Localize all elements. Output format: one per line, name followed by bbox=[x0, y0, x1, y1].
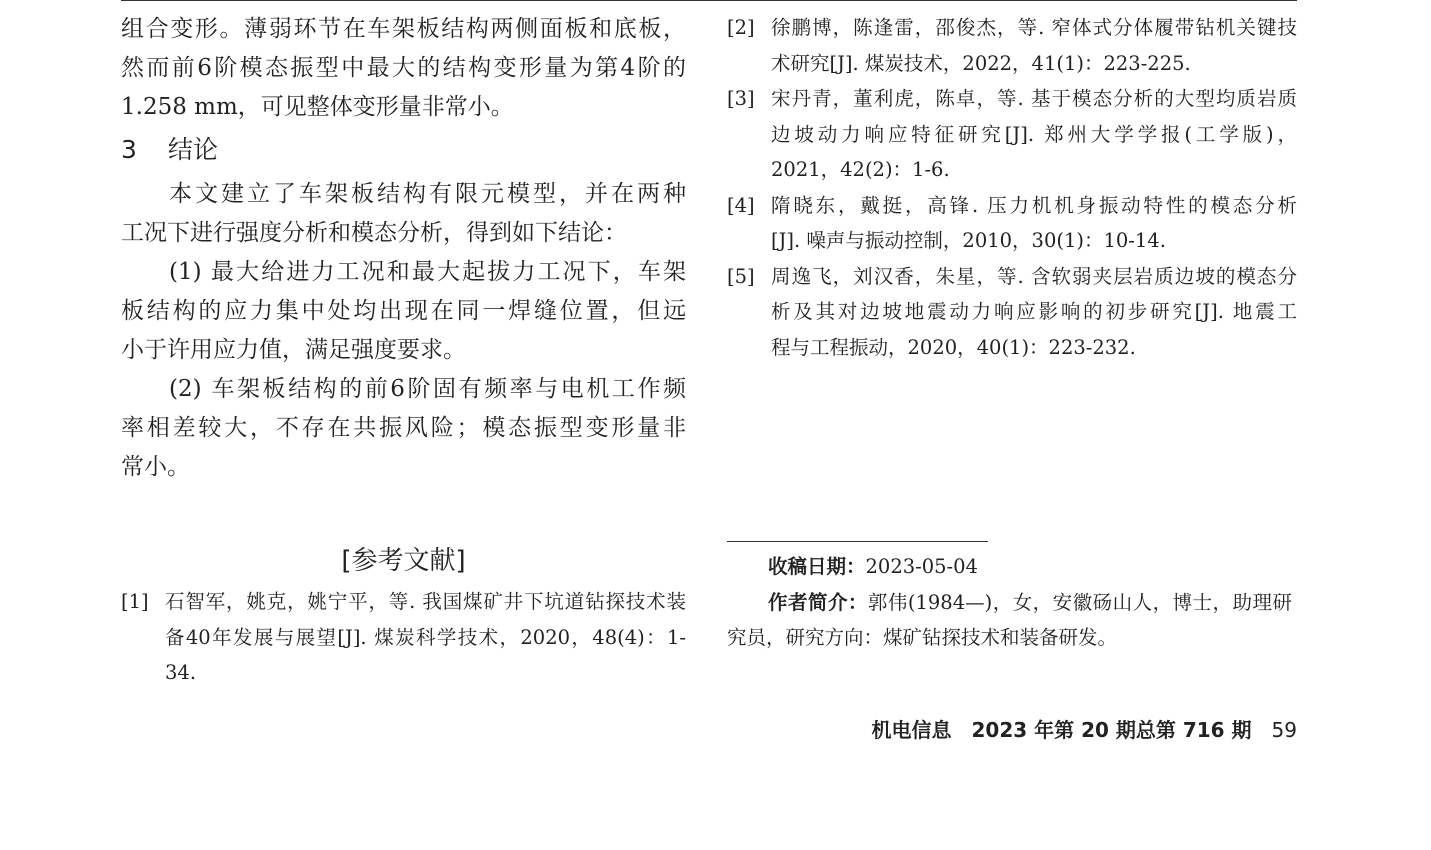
reference-line: 析及其对边坡地震动力响应影响的初步研究[J]. 地震工 bbox=[771, 300, 1297, 323]
received-value: 2023-05-04 bbox=[865, 555, 978, 578]
author-bio-line bbox=[727, 585, 1292, 621]
references-list-left bbox=[121, 584, 686, 691]
issue-info: 2023 年第 20 期总第 716 期 bbox=[971, 718, 1252, 742]
text-line: 本文建立了车架板结构有限元模型，并在两种 bbox=[169, 181, 686, 207]
text-line: 工况下进行强度分析和模态分析，得到如下结论： bbox=[121, 220, 627, 246]
reference-number: [4] bbox=[727, 193, 755, 217]
text-line: 组合变形。薄弱环节在车架板结构两侧面板和底板， bbox=[121, 16, 686, 42]
received-date bbox=[727, 549, 1292, 585]
text-line: 板结构的应力集中处均出现在同一焊缝位置，但远 bbox=[121, 298, 686, 324]
reference-item bbox=[727, 259, 1297, 366]
reference-item bbox=[727, 81, 1297, 188]
reference-number: [2] bbox=[727, 16, 755, 39]
reference-line: [J]. 噪声与振动控制，2010，30(1)：10-14. bbox=[771, 229, 1166, 252]
reference-line: 石智军，姚克，姚宁平，等. 我国煤矿井下坑道钻探技术装 bbox=[165, 590, 686, 613]
footnote bbox=[727, 549, 1292, 656]
received-label: 收稿日期： bbox=[768, 555, 866, 578]
reference-line: 隋晓东，戴挺，高锋. 压力机机身振动特性的模态分析 bbox=[771, 193, 1297, 217]
section-number: 3 bbox=[121, 135, 137, 164]
section-title: 结论 bbox=[168, 135, 219, 164]
references-heading: [参考文献] bbox=[341, 546, 466, 576]
reference-item bbox=[727, 188, 1297, 259]
reference-item bbox=[727, 10, 1297, 81]
author-bio-line: 究员，研究方向：煤矿钻探技术和装备研发。 bbox=[727, 626, 1118, 649]
reference-number: [1] bbox=[121, 590, 149, 613]
reference-number: [3] bbox=[727, 87, 755, 110]
text-line: (2) 车架板结构的前6阶固有频率与电机工作频 bbox=[169, 376, 686, 402]
reference-line: 备40年发展与展望[J]. 煤炭科学技术，2020，48(4)：1-34. bbox=[165, 625, 686, 684]
conclusion-paragraph-2 bbox=[121, 253, 686, 370]
text-line: 小于许用应力值，满足强度要求。 bbox=[121, 337, 466, 363]
reference-line: 徐鹏博，陈逢雷，邵俊杰，等. 窄体式分体履带钻机关键技 bbox=[771, 16, 1297, 39]
page-number: 59 bbox=[1271, 718, 1297, 742]
text-line: 率相差较大，不存在共振风险；模态振型变形量非 bbox=[121, 415, 686, 441]
author-label: 作者简介： bbox=[768, 590, 868, 614]
reference-line: 宋丹青，董利虎，陈卓，等. 基于模态分析的大型均质岩质 bbox=[771, 87, 1297, 110]
reference-line: 周逸飞，刘汉香，朱星，等. 含软弱夹层岩质边坡的模态分 bbox=[771, 264, 1297, 288]
reference-line: 程与工程振动，2020，40(1)：223-232. bbox=[771, 335, 1136, 359]
text-line: 然而前6阶模态振型中最大的结构变形量为第4阶的 bbox=[121, 55, 686, 81]
left-column bbox=[121, 10, 686, 487]
journal-name: 机电信息 bbox=[871, 718, 952, 742]
reference-item bbox=[121, 584, 686, 691]
running-footer bbox=[727, 713, 1297, 747]
conclusion-paragraph-1 bbox=[121, 175, 686, 253]
top-rule bbox=[121, 0, 1297, 1]
reference-line: 2021，42(2)：1-6. bbox=[771, 158, 950, 181]
section-heading bbox=[121, 129, 686, 171]
intro-paragraph bbox=[121, 10, 686, 127]
text-line: (1) 最大给进力工况和最大起拔力工况下，车架 bbox=[169, 259, 686, 285]
reference-line: 边坡动力响应特征研究[J]. 郑州大学学报(工学版)， bbox=[771, 122, 1297, 146]
footnote-rule bbox=[727, 541, 988, 542]
author-text: 郭伟(1984—)，女，安徽砀山人，博士，助理研 bbox=[867, 590, 1292, 614]
conclusion-paragraph-3 bbox=[121, 370, 686, 487]
reference-number: [5] bbox=[727, 264, 755, 288]
references-list-right bbox=[727, 10, 1297, 365]
text-line: 常小。 bbox=[121, 454, 190, 480]
text-line: 1.258 mm，可见整体变形量非常小。 bbox=[121, 94, 514, 120]
reference-line: 术研究[J]. 煤炭技术，2022，41(1)：223-225. bbox=[771, 51, 1191, 75]
